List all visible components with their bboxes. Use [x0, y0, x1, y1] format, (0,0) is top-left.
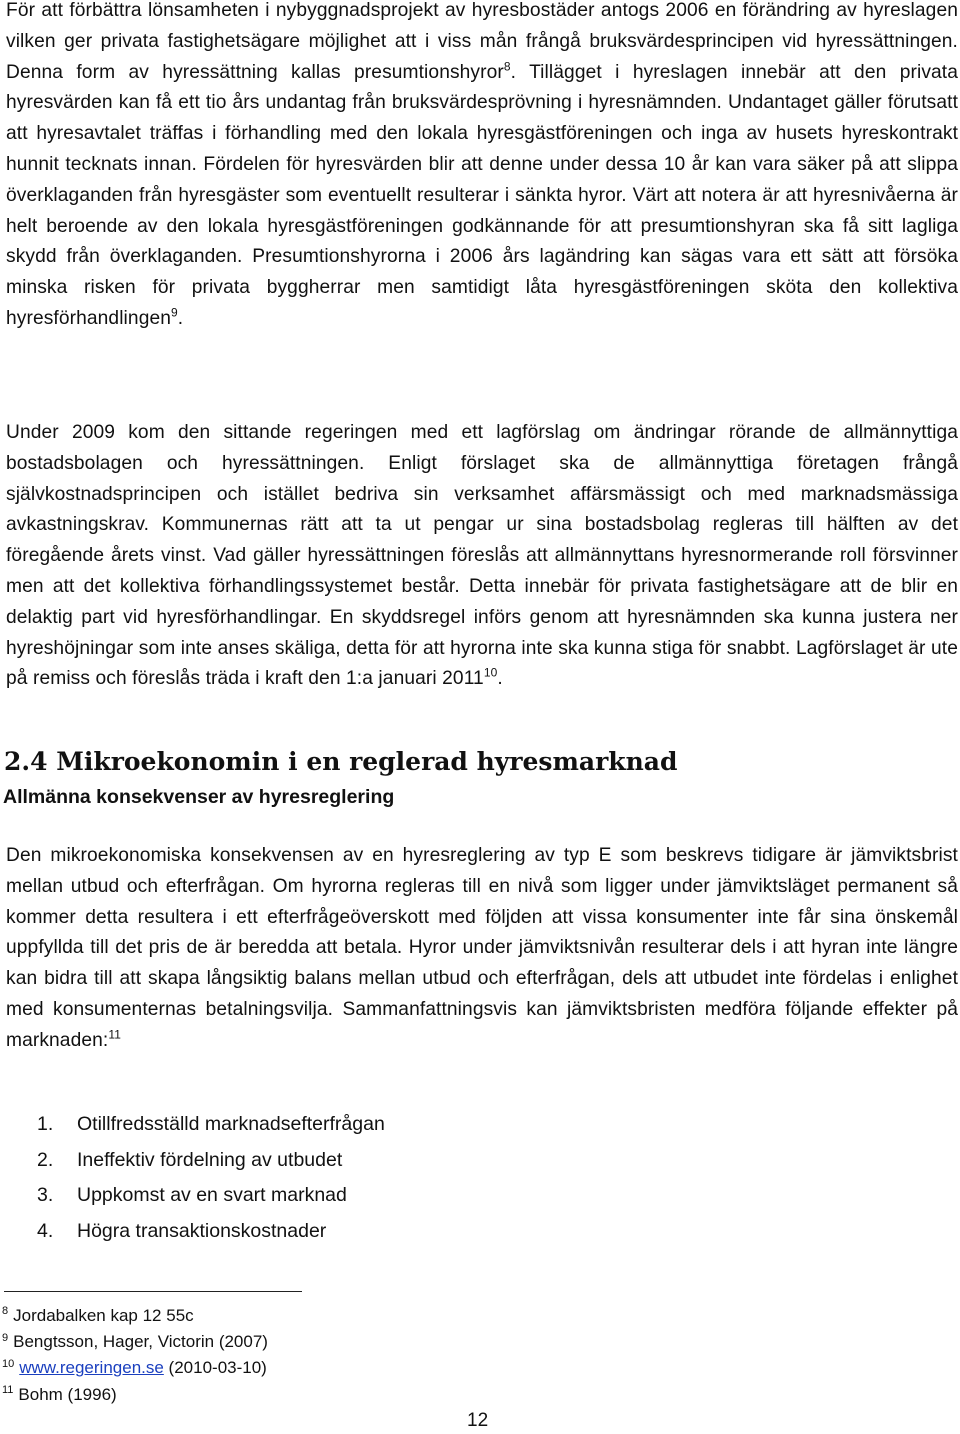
footnote-ref-10[interactable]: 10	[483, 665, 498, 680]
footnote-text: Jordabalken kap 12 55c	[13, 1306, 194, 1325]
paragraph-text: .	[497, 668, 503, 690]
paragraph-text: Under 2009 kom den sittande regeringen med ett lagförslag om ändringar rörande de allmännyttiga bostadsbolagen och hyressättningen. Enligt förslaget ska de allmännyttiga företagen frångå självkostnadsprincipen och istället bedriva sin verksamhet affärsmässigt och med marknadsmässiga avkastningskrav. Kommunernas rätt att ta ut pengar ur sina bostadsbolag regleras till hälften av det föregående årets vinst. Vad gäller hyressättningen föreslås att allmännyttans hyresnormerande roll försvinner men att det kollektiva förhandlingssystemet består. Detta innebär för privata fastighetsägare att de blir en delaktig part vid hyresförhandlingar. En skyddsregel införs genom att hyresnämnden ska kunna justera ner hyreshöjningar som inte anses skäliga, detta för att hyrorna inte ska kunna stiga för snabbt. Lagförslaget är ute på remiss och föreslås träda i kraft den 1:a januari 2011	[6, 422, 958, 690]
paragraph-text: . Tillägget i hyreslagen innebär att den privata hyresvärden kan få ett tio års undantag från bruksvärdesprövning i hyresnämnden. Undantaget gäller förutsatt att hyresavtalet träffas i förhandling med den lokala hyresgästföreningen och inga av husets hyreskontrakt hunnit tecknats innan. Fördelen för hyresvärden blir att denne under dessa 10 år kan vara säker på att slippa överklaganden från hyresgäster som eventuellt resulterar i sänkta hyror. Värt att notera är att hyresnivåerna är helt beroende av den lokala hyresgästföreningen godkännande för att presumtionshyran ska få sitt lagliga skydd från överklaganden. Presumtionshyrorna i 2006 års lagändring kan sägas vara ett sätt att försöka minska risken för privata byggherrar men samtidigt låta hyresgästföreningen sköta den kollektiva hyresförhandlingen	[6, 61, 958, 329]
section-heading: 2.4 Mikroekonomin i en reglerad hyresmarknad	[4, 747, 678, 776]
footnote-ref-8[interactable]: 8	[503, 59, 511, 74]
footnote-number: 8	[2, 1305, 9, 1318]
paragraph-mikroekonomisk-konsekvens	[6, 841, 958, 1057]
footnote-number: 10	[2, 1357, 15, 1370]
footnote-number: 11	[2, 1383, 14, 1396]
footnote-text: (2010-03-10)	[163, 1358, 267, 1378]
footnote-11	[2, 1382, 268, 1408]
footnote-number: 9	[2, 1331, 9, 1344]
paragraph-lagforslag-2009	[6, 418, 958, 695]
footnote-divider	[4, 1291, 302, 1292]
footnote-ref-9[interactable]: 9	[171, 305, 178, 320]
paragraph-text: .	[177, 307, 184, 329]
list-text: Uppkomst av en svart marknad	[77, 1184, 347, 1207]
list-number: 4.	[37, 1219, 54, 1242]
list-text: Högra transaktionskostnader	[77, 1219, 327, 1242]
paragraph-text: Den mikroekonomiska konsekvensen av en hyresreglering av typ E som beskrevs tidigare är jämviktsbrist mellan utbud och efterfrågan. Om hyrorna regleras till en nivå som ligger under jämviktsläget permanent så kommer detta resultera i ett efterfrågeöverskott med följden att vissa konsumenter inte får sina önskemål uppfyllda till det pris de är beredda att betala. Hyror under jämviktsnivån resulterar dels i att hyran inte längre kan bidra till att skapa långsiktig balans mellan utbud och efterfrågan, dels att utbudet inte fördelas i enlighet med konsumenternas betalningsvilja. Sammanfattningsvis kan jämviktsbristen medföra följande effekter på marknaden:	[6, 845, 958, 1051]
footnote-ref-11[interactable]: 11	[108, 1027, 121, 1042]
list-text: Ineffektiv fördelning av utbudet	[77, 1148, 343, 1171]
footnotes	[2, 1303, 268, 1408]
page-number: 12	[467, 1410, 489, 1431]
footnote-9	[2, 1329, 268, 1355]
footnote-text: Bohm (1996)	[18, 1384, 117, 1404]
paragraph-presumtionshyror	[6, 0, 958, 335]
list-number: 2.	[37, 1148, 54, 1171]
list-text: Otillfredsställd marknadsefterfrågan	[77, 1113, 385, 1135]
regeringen-link[interactable]: www.regeringen.se	[19, 1358, 164, 1378]
footnote-10	[2, 1355, 268, 1381]
footnote-8	[2, 1303, 268, 1329]
footnote-text: Bengtsson, Hager, Victorin (2007)	[13, 1332, 268, 1352]
list-number: 1.	[37, 1113, 54, 1135]
paragraph-text: För att förbättra lönsamheten i nybyggnadsprojekt av hyresbostäder antogs 2006 en förändring av hyreslagen vilken ger privata fastighetsägare möjlighet att i viss mån frångå bruksvärdesprincipen vid hyressättningen. Denna form av hyressättning kallas presumtionshyror	[6, 0, 958, 83]
list-number: 3.	[37, 1184, 54, 1207]
subsection-heading: Allmänna konsekvenser av hyresreglering	[3, 786, 395, 808]
